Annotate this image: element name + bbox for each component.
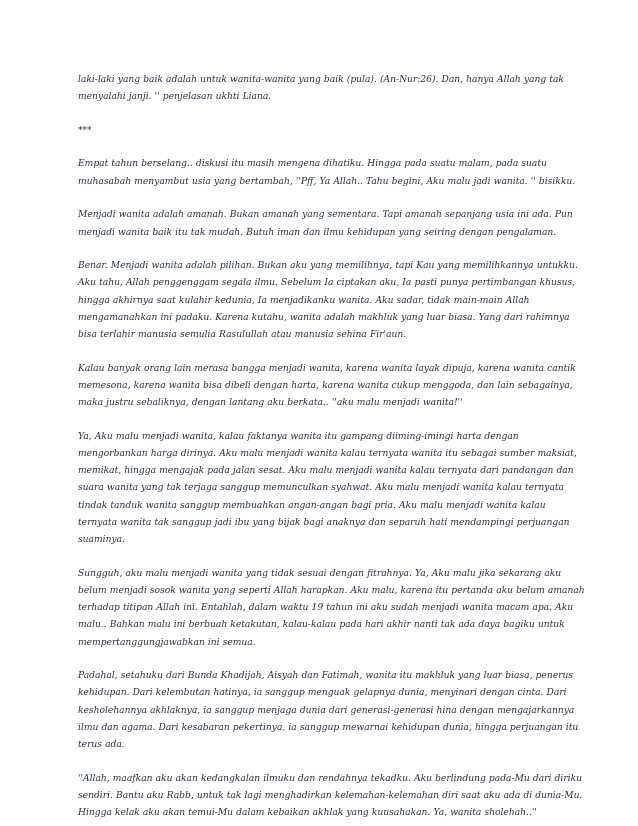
paragraph-intro: laki-laki yang baik adalah untuk wanita-wanita yang baik (pula). (An-Nur:26). Dan, hanya Allah yang tak menyalahi janji. '' penjelasan ukhti Liana. (78, 75, 564, 103)
paragraph-pilihan: Benar. Menjadi wanita adalah pilihan. Bukan aku yang memilihnya, tapi Kau yang memilihkannya untukku. Aku tahu, Allah penggenggam segala ilmu. Sebelum Ia ciptakan aku, Ia pasti punya pertimbangan khusus, hingga akhirnya saat kulahir kedunia, Ia menjadikanku wanita. Aku sadar, tidak main-main Allah mengamanahkan ini padaku. Karena kutahu, wanita adalah makhluk yang luar biasa. Yang dari rahimnya bisa terlahir manusia semulia Rasulullah atau manusia sehina Fir'aun. (78, 261, 578, 341)
paragraph-padahal: Padahal, setahuku dari Bunda Khadijah, Aisyah dan Fatimah, wanita itu makhluk yang luar biasa, penerus kehidupan. Dari kelembutan hatinya, ia sanggup menguak gelapnya dunia, menyinari dengan cinta. Dari kesholehannya akhlaknya, ia sanggup menjaga dunia dari generasi-generasi hina dengan mengajarkannya ilmu dan agama. Dari kesabaran pekertinya, ia sanggup mewarnai kehidupan dunia, hingga perjuangan itu terus ada. (78, 671, 579, 751)
paragraph-amanah: Menjadi wanita adalah amanah. Bukan amanah yang sementara. Tapi amanah sepanjang usia ini ada. Pun menjadi wanita baik itu tak mudah. Butuh iman dan ilmu kehidupan yang seiring dengan pengalaman. (78, 210, 573, 238)
paragraph-bangga: Kalau banyak orang lain merasa bangga menjadi wanita, karena wanita layak dipuja, karena wanita cantik memesona, karena wanita bisa dibeli dengan harta, karena wanita cukup menggoda, dan lain sebagainya, maka justru sebaliknya, dengan lantang aku berkata.. ''aku malu menjadi wanita!'' (78, 363, 576, 409)
paragraph-doa: ''Allah, maafkan aku akan kedangkalan ilmuku dan rendahnya tekadku. Aku berlindung pada-Mu dari diriku sendiri. Bantu aku Rabb, untuk tak lagi menghadirkan kelemahan-kelemahan diri saat aku ada di dunia-Mu. Hingga kelak aku akan temui-Mu dalam kebaikan akhlak yang kuusahakan. Ya, wanita sholehah..'' (78, 773, 583, 819)
section-separator: *** (78, 125, 92, 136)
paragraph-empat-tahun: Empat tahun berselang.. diskusi itu masih mengena dihatiku. Hingga pada suatu malam, pada suatu muhasabah menyambut usia yang bertambah, ''Pff, Ya Allah.. Tahu begini, Aku malu jadi wanita. '' bisikku. (78, 159, 576, 187)
paragraph-sungguh: Sungguh, aku malu menjadi wanita yang tidak sesuai dengan fitrahnya. Ya, Aku malu jika sekarang aku belum menjadi sosok wanita yang seperti Allah harapkan. Aku malu, karena itu pertanda aku belum amanah terhadap titipan Allah ini. Entahlah, dalam waktu 19 tahun ini aku sudah menjadi wanita macam apa. Aku malu.. Bahkan malu ini berbuah ketakutan, kalau-kalau pada hari akhir nanti tak ada daya bagiku untuk mempertanggungjawabkan ini semua. (78, 568, 585, 648)
paragraph-malu: Ya, Aku malu menjadi wanita, kalau faktanya wanita itu gampang diiming-imingi harta dengan mengorbankan harga dirinya. Aku malu menjadi wanita kalau ternyata wanita itu sebagai sumber maksiat, memikat, hingga mengajak pada jalan sesat. Aku malu menjadi wanita kalau ternyata dari pandangan dan suara wanita yang tak terjaga sanggup memunculkan syahwat. Aku malu menjadi wanita kalau ternyata tindak tanduk wanita sanggup membuahkan angan-angan bagi pria. Aku malu menjadi wanita kalau ternyata wanita tak sanggup jadi ibu yang bijak bagi anaknya dan separuh hati mendampingi perjuangan suaminya. (78, 431, 577, 546)
